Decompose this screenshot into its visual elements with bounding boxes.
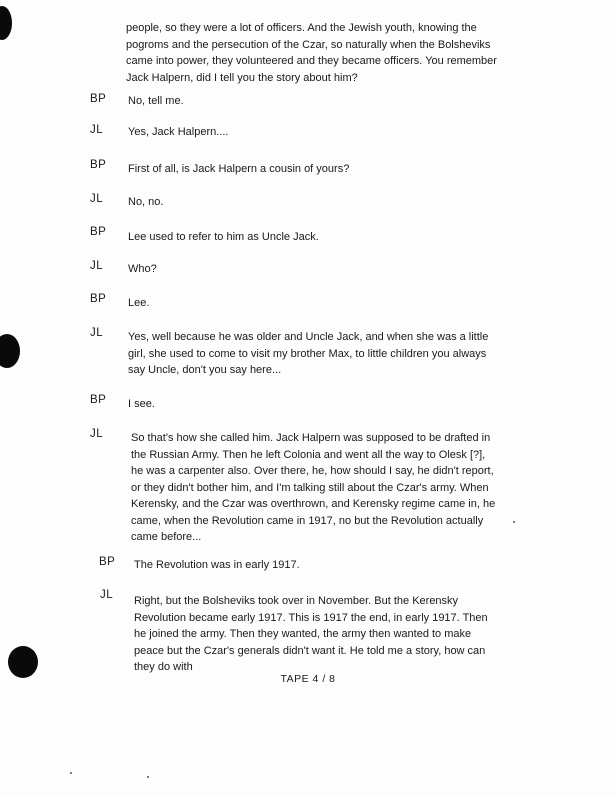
speaker-label: BP (90, 159, 107, 171)
speech-text: Lee used to refer to him as Uncle Jack. (128, 231, 319, 243)
speaker-label: JL (90, 327, 104, 339)
speech-text: Yes, well because he was older and Uncle Jack, and when she was a little girl, she used to come to visit my brother Max, to little children you always say Uncle, don't you say here... (128, 331, 489, 376)
binder-hole (0, 6, 12, 40)
speaker-label: JL (90, 260, 104, 272)
speaker-label: BP (90, 226, 107, 238)
speech-text: Lee. (128, 297, 150, 309)
speaker-label: BP (90, 293, 107, 305)
speech-text: Right, but the Bolsheviks took over in November. But the Kerensky Revolution became early 1917. This is 1917 the end, in early 1917. Then he joined the army. Then they wanted, the army then wanted to make peace but the Czar's generals didn't want it. He told me a story, how can they do with (134, 595, 488, 673)
scan-speck (147, 776, 149, 778)
speech-text: No, tell me. (128, 95, 184, 107)
speech-text: Yes, Jack Halpern.... (128, 126, 229, 138)
page-footer: TAPE 4 / 8 (280, 673, 336, 685)
speech-text: So that's how she called him. Jack Halpern was supposed to be drafted in the Russian Army. Then he left Colonia and went all the way to Olesk [?], he was a carpenter also. Over there, he, how should I say, he didn't report, or they didn't bother him, and I'm talking still about the Czar's army. When Kerensky, and the Czar was overthrown, and Kerensky regime came in, he came, when the Revolution came in 1917, no but the Revolution actually came before... (131, 432, 496, 543)
speaker-label: JL (90, 428, 104, 440)
speech-text: No, no. (128, 196, 164, 208)
speech-text: The Revolution was in early 1917. (134, 559, 300, 571)
speaker-label: BP (99, 556, 116, 568)
speaker-label: BP (90, 93, 107, 105)
speech-text: Who? (128, 263, 157, 275)
binder-hole (0, 334, 20, 368)
speech-text: First of all, is Jack Halpern a cousin of yours? (128, 163, 350, 175)
speech-text: I see. (128, 398, 155, 410)
scan-speck (70, 772, 72, 774)
speaker-label: JL (100, 589, 114, 601)
continued-paragraph: people, so they were a lot of officers. And the Jewish youth, knowing the pogroms and the persecution of the Czar, so naturally when the Bolsheviks came into power, they volunteered and they became officers. You remember Jack Halpern, did I tell you the story about him? (126, 22, 497, 84)
speaker-label: JL (90, 193, 104, 205)
speaker-label: JL (90, 124, 104, 136)
speaker-label: BP (90, 394, 107, 406)
scan-speck (513, 521, 515, 523)
